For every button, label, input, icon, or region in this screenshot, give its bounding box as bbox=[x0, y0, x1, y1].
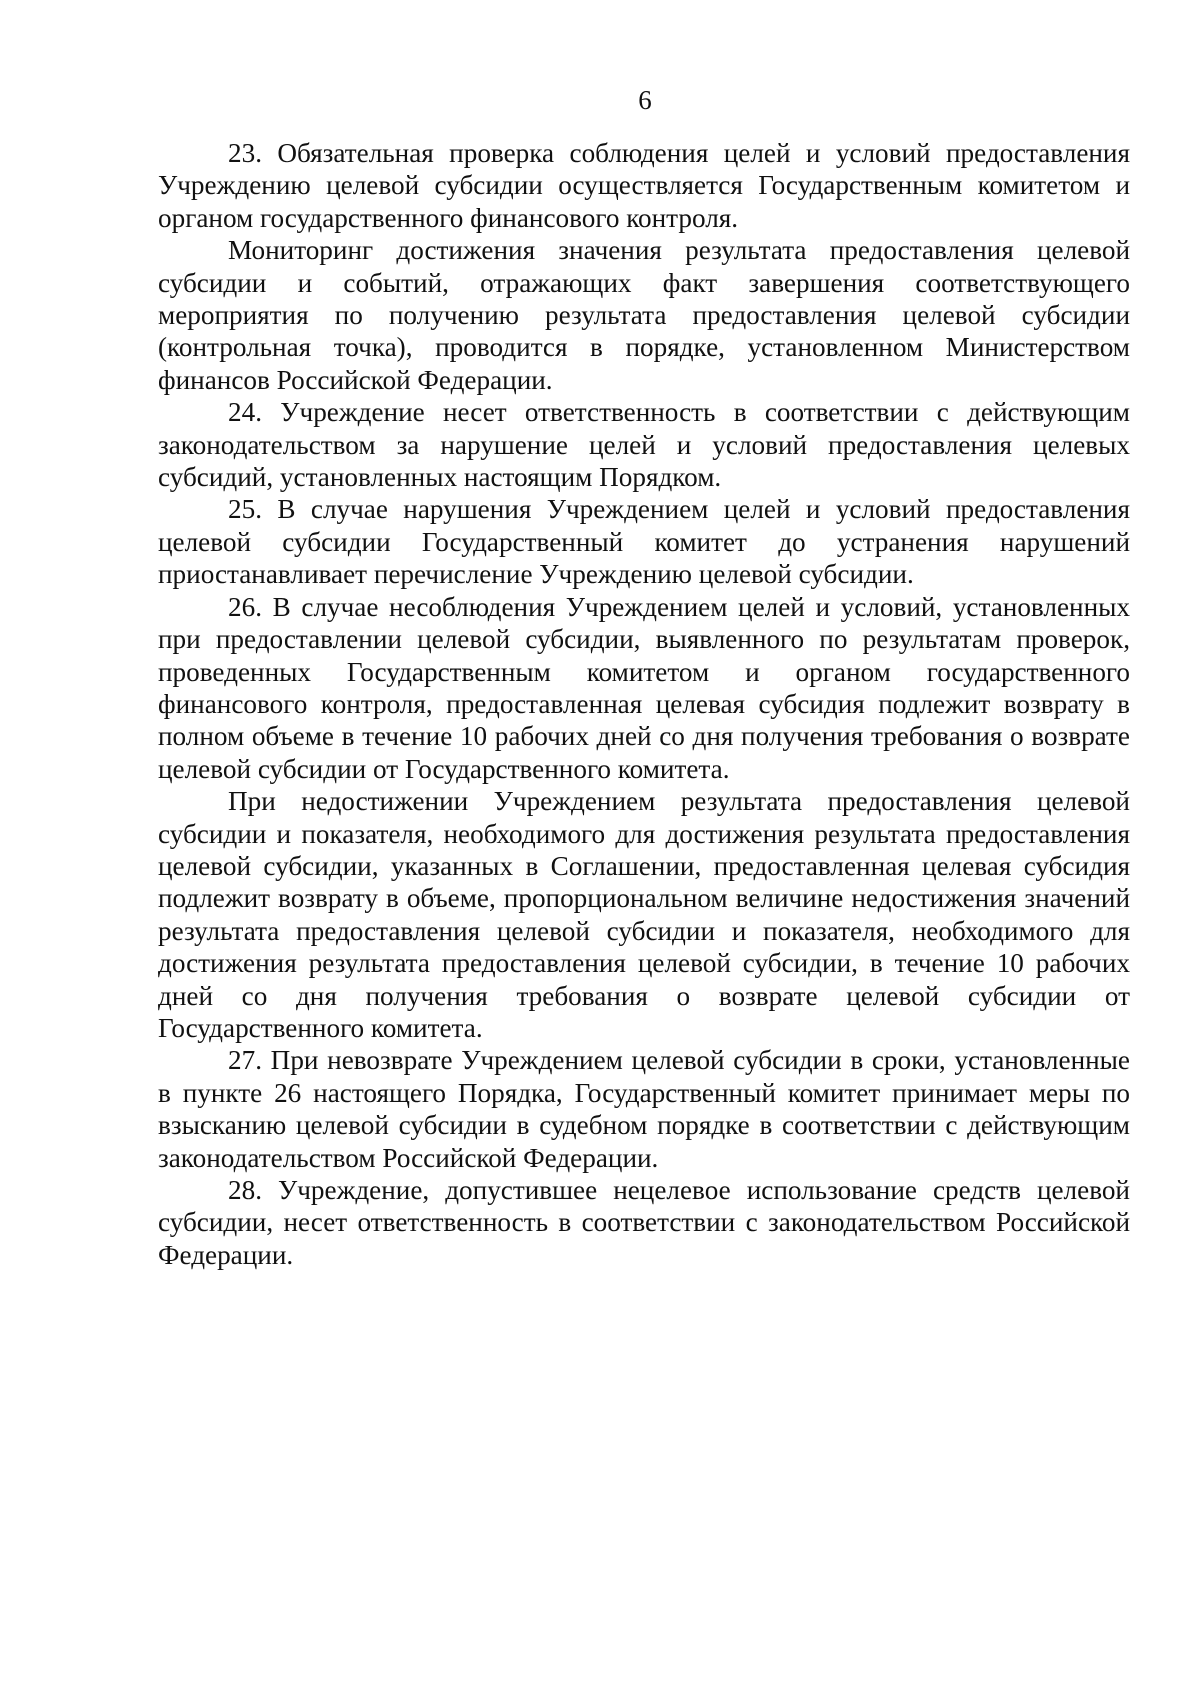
paragraph-25: 25. В случае нарушения Учреждением целей и условий предоставления целевой субсидии Государственный комитет до устранения нарушений приостанавливает перечисление Учреждению целевой субсидии. bbox=[158, 494, 1130, 590]
paragraph-23: 23. Обязательная проверка соблюдения целей и условий предоставления Учреждению целевой субсидии осуществляется Государственным комитетом и органом государственного финансового контроля. bbox=[158, 138, 1130, 233]
paragraph-non-achievement: При недостижении Учреждением результата предоставления целевой субсидии и показателя, необходимого для достижения результата предоставления целевой субсидии, указанных в Соглашении, предоставленная целевая субсидия подлежит возврату в объеме, пропорциональном величине недостижения значений результата предоставления целевой субсидии и показателя, необходимого для достижения результата предоставления целевой субсидии, в течение 10 рабочих дней со дня получения требования о возврате целевой субсидии от Государственного комитета. bbox=[158, 786, 1130, 1043]
document-body bbox=[158, 137, 1130, 1271]
paragraph-27: 27. При невозврате Учреждением целевой субсидии в сроки, установленные в пункте 26 настоящего Порядка, Государственный комитет принимает меры по взысканию целевой субсидии в судебном порядке в соответствии с действующим законодательством Российской Федерации. bbox=[158, 1045, 1130, 1173]
paragraph-monitoring: Мониторинг достижения значения результата предоставления целевой субсидии и событий, отражающих факт завершения соответствующего мероприятия по получению результата предоставления целевой субсидии (контрольная точка), проводится в порядке, установленном Министерством финансов Российской Федерации. bbox=[158, 235, 1130, 395]
page-number: 6 bbox=[638, 85, 652, 115]
paragraph-24: 24. Учреждение несет ответственность в соответствии с действующим законодательством за нарушение целей и условий предоставления целевых субсидий, установленных настоящим Порядком. bbox=[158, 397, 1130, 493]
paragraph-26: 26. В случае несоблюдения Учреждением целей и условий, установленных при предоставлении целевой субсидии, выявленного по результатам проверок, проведенных Государственным комитетом и органом государственного финансового контроля, предоставленная целевая субсидия подлежит возврату в полном объеме в течение 10 рабочих дней со дня получения требования о возврате целевой субсидии от Государственного комитета. bbox=[158, 591, 1130, 784]
paragraph-28: 28. Учреждение, допустившее нецелевое использование средств целевой субсидии, несет ответственность в соответствии с законодательством Российской Федерации. bbox=[158, 1175, 1130, 1270]
